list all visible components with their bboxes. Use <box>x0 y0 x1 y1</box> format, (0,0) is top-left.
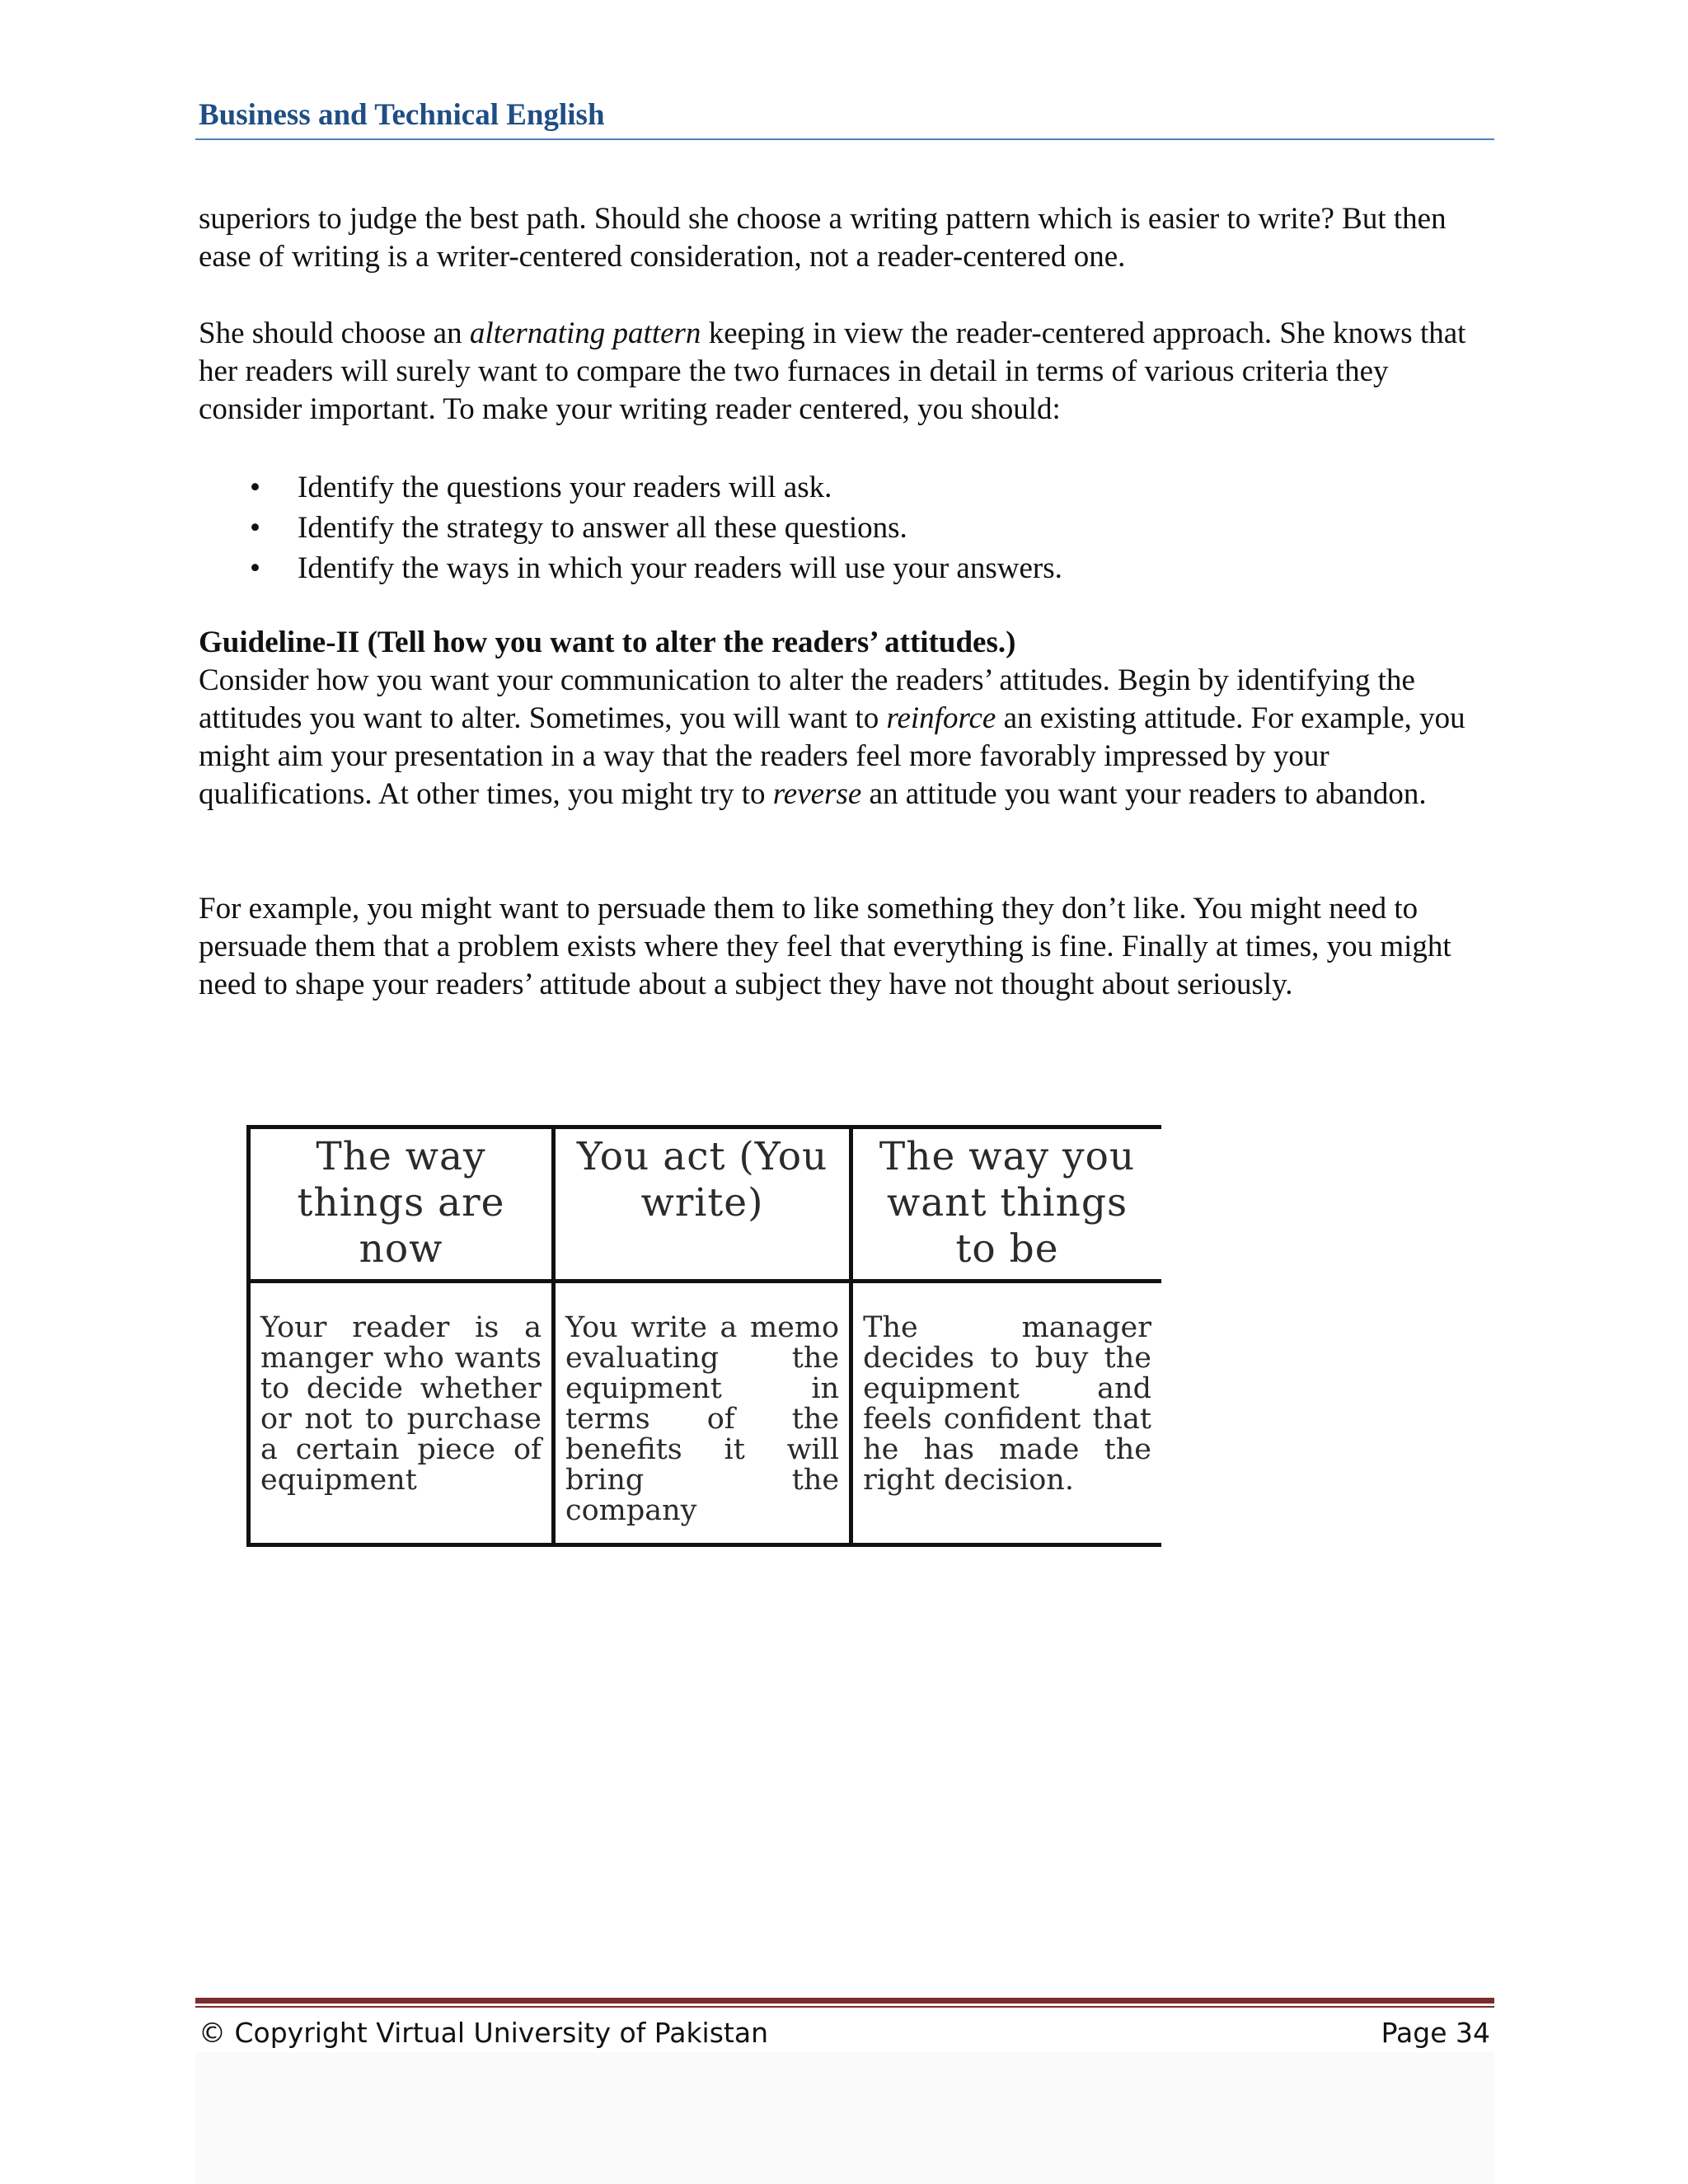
footer-divider-thin <box>195 2006 1494 2008</box>
bullet-icon: • <box>250 511 260 545</box>
paragraph-3-part-a: Consider how you want your communication to alter the readers’ attitudes. Begin by identifying the attitudes you want to alter. Sometimes, you will want to <box>199 663 1415 735</box>
header-divider <box>195 138 1494 140</box>
table-header-cell: The way you want things to be <box>851 1127 1161 1282</box>
table-cell: Your reader is a manger who wants to decide whether or not to purchase a certain piece of equipment <box>249 1282 554 1545</box>
paragraph-3-part-c: an attitude you want your readers to abandon. <box>861 777 1427 811</box>
paragraph-2-lead: She should choose an <box>199 316 470 350</box>
table-row <box>249 1282 1162 1545</box>
paragraph-4 <box>199 890 1499 1004</box>
guideline-heading: Guideline-II (Tell how you want to alter the readers’ attitudes.) <box>199 626 1016 659</box>
list-item-text: Identify the strategy to answer all these questions. <box>298 511 907 545</box>
paragraph-1-text: superiors to judge the best path. Should she choose a writing pattern which is easier to write? But then ease of writing is a writer-centered consideration, not a reader-centered one. <box>199 202 1447 274</box>
paragraph-3 <box>199 662 1499 813</box>
list-item <box>199 467 1468 508</box>
attitude-table <box>246 1125 1161 1547</box>
paragraph-2-text <box>199 315 1499 429</box>
footer-divider-thick <box>195 1998 1494 2004</box>
paragraph-3-italic-reinforce: reinforce <box>886 701 996 735</box>
paragraph-3-part-b: an existing attitude. For example, you might aim your presentation in a way that the readers feel more favorably impressed by your qualifications. At other times, you might try to <box>199 701 1465 811</box>
table-header-cell: You act (You write) <box>554 1127 851 1282</box>
paragraph-4-text: For example, you might want to persuade them to like something they don’t like. You might need to persuade them that a problem exists where they feel that everything is fine. Finally at times, you might need to shape your readers’ attitude about a subject they have not thought about seriously. <box>199 892 1451 1001</box>
footer-page-number: Page 34 <box>1381 2017 1490 2049</box>
paragraph-2-italic: alternating pattern <box>469 316 701 350</box>
table-header-row <box>249 1127 1162 1282</box>
reader-centered-list <box>199 467 1468 588</box>
list-item <box>199 548 1468 588</box>
bullet-icon: • <box>250 551 260 585</box>
list-item <box>199 508 1468 548</box>
paragraph-2 <box>199 315 1499 429</box>
table-cell: You write a memo evaluating the equipment in terms of the benefits it will bring the company <box>554 1282 851 1545</box>
page-bottom-band <box>195 2052 1494 2184</box>
list-item-text: Identify the ways in which your readers will use your answers. <box>298 551 1062 585</box>
footer-copyright: © Copyright Virtual University of Pakistan <box>199 2017 768 2049</box>
attitude-table-figure <box>246 1125 1161 1547</box>
paragraph-3-text <box>199 662 1499 813</box>
paragraph-1 <box>199 200 1499 276</box>
page-header-title: Business and Technical English <box>199 98 605 132</box>
paragraph-2-rest: keeping in view the reader-centered approach. She knows that her readers will surely want to compare the two furnaces in detail in terms of various criteria they consider important. To make your writing reader centered, you should: <box>199 316 1466 426</box>
table-cell: The manager decides to buy the equipment and feels confident that he has made the right decision. <box>851 1282 1161 1545</box>
table-header-cell: The way things are now <box>249 1127 554 1282</box>
list-item-text: Identify the questions your readers will ask. <box>298 471 832 504</box>
bullet-icon: • <box>250 471 260 504</box>
paragraph-3-italic-reverse: reverse <box>772 777 862 811</box>
